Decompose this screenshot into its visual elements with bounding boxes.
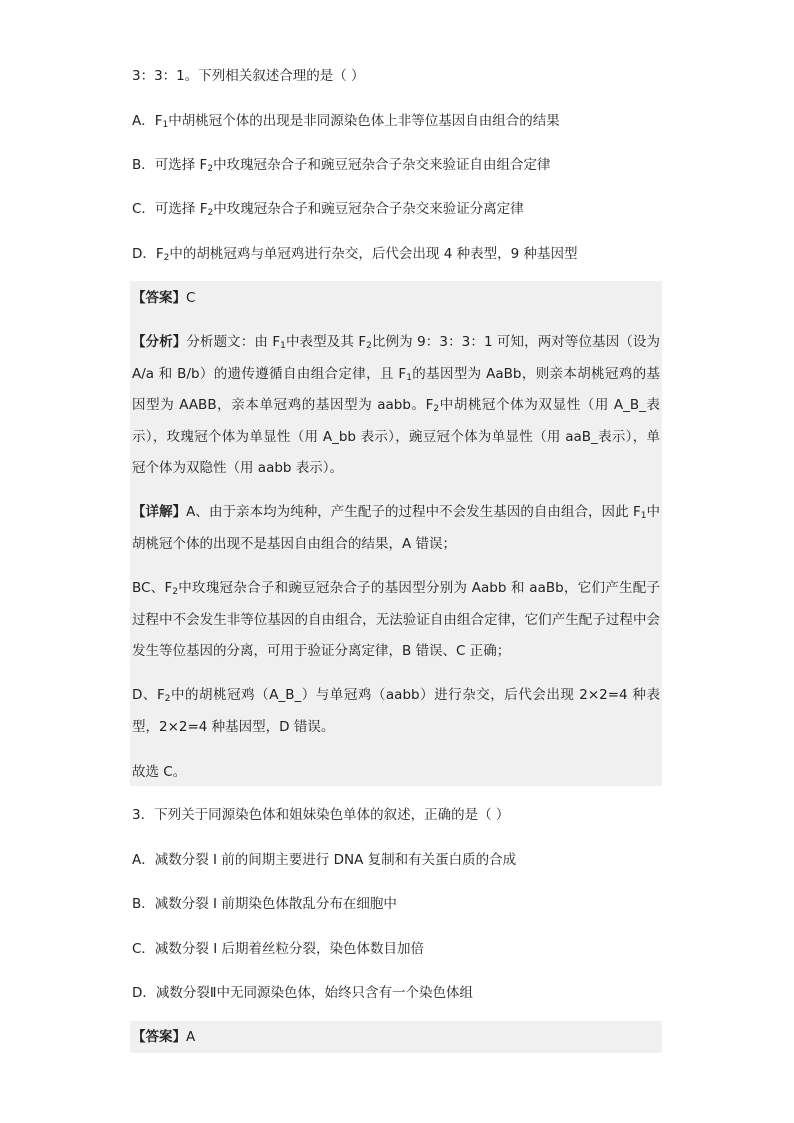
- option-a: A．$F_1$中胡桃冠个体的出现是非同源染色体上非等位基因自由组合的结果: [132, 113, 560, 130]
- detail-paragraph-a: 【详解】A、由于亲本均为纯种，产生配子的过程中不会发生基因的自由组合，因此 $F_1$中胡桃冠个体的出现不是基因自由组合的结果，A 错误；: [132, 504, 661, 552]
- q3-option-c: C．减数分裂 I 后期着丝粒分裂，染色体数目加倍: [132, 941, 424, 957]
- q3-option-d: D．减数分裂Ⅱ中无同源染色体，始终只含有一个染色体组: [132, 985, 474, 1001]
- question-stem-tail: 3：3：1。下列相关叙述合理的是（ ）: [132, 68, 365, 84]
- q3-option-b: B．减数分裂 I 前期染色体散乱分布在细胞中: [132, 896, 397, 912]
- detail-paragraph-d: D、$F_2$中的胡桃冠鸡（A_B_）与单冠鸡（aabb）进行杂交，后代会出现 2×2=4 种表型，2×2=4 种基因型，D 错误。: [132, 687, 661, 735]
- detail-paragraph-bc: BC、$F_2$中玫瑰冠杂合子和豌豆冠杂合子的基因型分别为 Aabb 和 aaBb，它们产生配子过程中不会发生非等位基因的自由组合，无法验证自由组合定律，它们产生配子过程中会发生等位基因的分离，可用于验证分离定律，B 错误、C 正确；: [132, 580, 660, 659]
- answer-line: 【答案】C: [132, 290, 196, 306]
- option-c: C．可选择 $F_2$中玫瑰冠杂合子和豌豆冠杂合子杂交来验证分离定律: [132, 201, 524, 218]
- q3-option-a: A．减数分裂 I 前的间期主要进行 DNA 复制和有关蛋白质的合成: [132, 852, 517, 868]
- analysis-paragraph: 【分析】分析题文：由 $F_1$中表型及其 $F_2$比例为 9：3：3：1 可知，两对等位基因（设为 A/a 和 B/b）的遗传遵循自由组合定律，且 $F_1$的基因型为 AaBb，则亲本胡桃冠鸡的基因型为 AABB，亲本单冠鸡的基因型为 aabb。$F_2$中胡桃冠个体为双显性（用 A_B_表示），玫瑰冠个体为单显性（用 A_bb 表示），豌豆冠个体为单显性（用 aaB_表示），单冠个体为双隐性（用 aabb 表示）。: [132, 334, 660, 476]
- q3-answer-line: 【答案】A: [132, 1029, 196, 1045]
- question-3-stem: 3．下列关于同源染色体和姐妹染色单体的叙述，正确的是（ ）: [132, 807, 510, 823]
- q3-answer-block: [130, 1021, 662, 1053]
- option-d: D．$F_2$中的胡桃冠鸡与单冠鸡进行杂交，后代会出现 4 种表型，9 种基因型: [132, 246, 578, 263]
- option-b: B．可选择 $F_2$中玫瑰冠杂合子和豌豆冠杂合子杂交来验证自由组合定律: [132, 157, 551, 174]
- conclusion-line: 故选 C。: [132, 764, 187, 780]
